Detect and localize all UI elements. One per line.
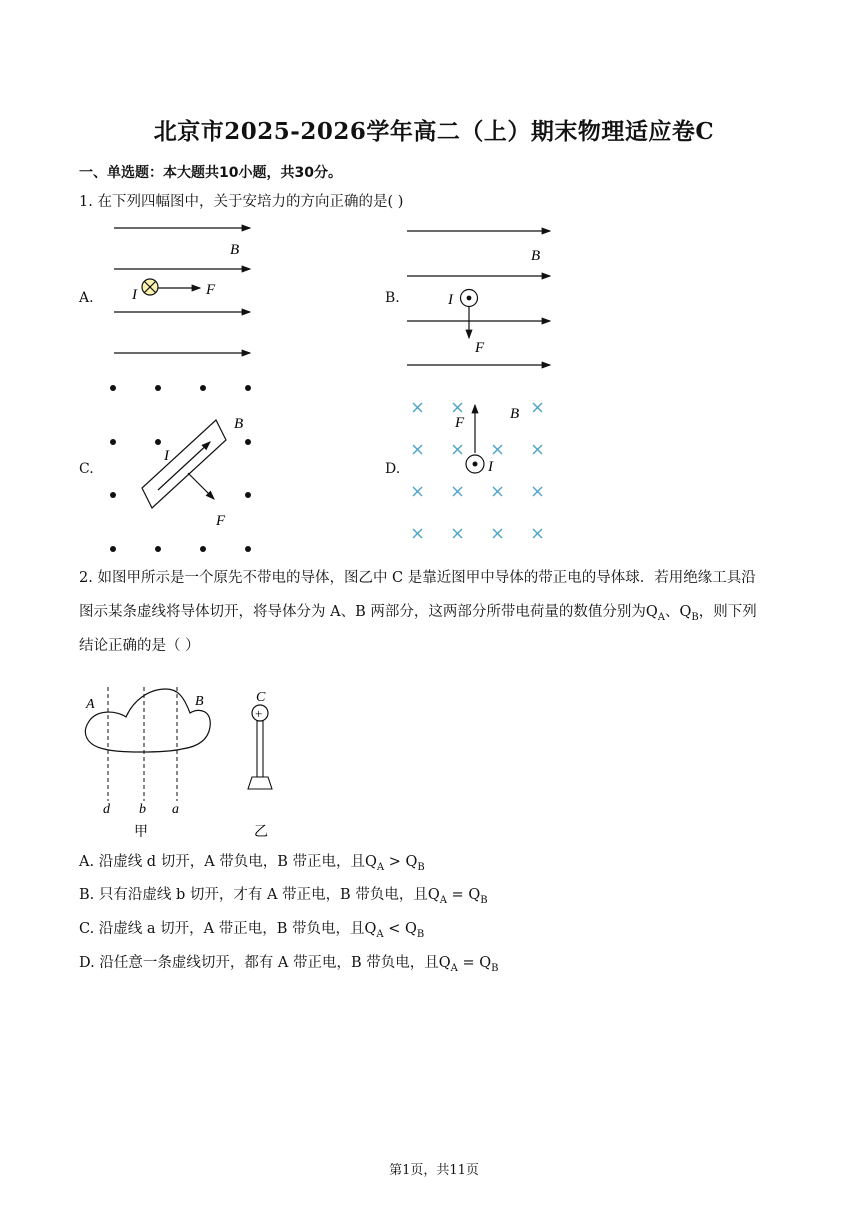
subscript: A xyxy=(439,894,447,906)
force-arrow xyxy=(188,473,214,499)
q1-option-a-label: A. xyxy=(79,290,94,306)
q2-figure xyxy=(78,683,288,843)
conductor-plate xyxy=(142,420,226,508)
option-text: < Q xyxy=(383,921,417,937)
q2-stem-text: 、Q xyxy=(664,604,692,620)
subscript: A xyxy=(376,928,384,940)
label-b: B xyxy=(195,694,204,709)
label-a-line: a xyxy=(172,802,179,817)
option-text: B. 只有沿虚线 b 切开，才有 A 带正电，B 带负电，且Q xyxy=(79,887,440,903)
label-b-line: b xyxy=(139,802,146,817)
label-i: I xyxy=(488,459,493,475)
label-f: F xyxy=(216,513,226,529)
stand-base xyxy=(248,777,272,789)
label-a: A xyxy=(86,697,95,712)
q2-option-b xyxy=(79,884,488,912)
q2-stem-text: ，则下列 xyxy=(698,604,757,620)
conductor-body xyxy=(85,689,210,752)
label-f: F xyxy=(455,415,465,431)
subscript: A xyxy=(376,861,385,873)
label-jia: 甲 xyxy=(134,825,148,840)
option-text: A. 沿虚线 d 切开，A 带负电，B 带正电，且Q xyxy=(79,854,377,870)
label-d: d xyxy=(103,802,110,817)
q2-option-a xyxy=(79,851,425,879)
plus-sign: + xyxy=(255,706,263,721)
q2-stem-line-3: 结论正确的是（ ） xyxy=(79,638,200,654)
subscript: A xyxy=(450,962,458,974)
q1-option-c-label: C. xyxy=(79,461,94,477)
option-text: = Q xyxy=(457,955,492,971)
q1-figure-b xyxy=(400,222,560,372)
page-title: 北京市2025-2026学年高二（上）期末物理适应卷C xyxy=(153,118,715,145)
q1-stem: 1. 在下列四幅图中，关于安培力的方向正确的是( ) xyxy=(79,194,404,210)
section-heading: 一、单选题：本大题共10小题，共30分。 xyxy=(79,165,342,181)
label-yi: 乙 xyxy=(254,825,268,840)
q1-figure-d xyxy=(405,395,555,545)
label-b: B xyxy=(531,248,541,264)
q2-option-d xyxy=(79,952,499,980)
q2-option-c xyxy=(79,918,424,946)
q2-stem-text: 图示某条虚线将导体切开，将导体分为 A、B 两部分，这两部分所带电荷量的数值分别为Q xyxy=(79,604,658,620)
label-i: I xyxy=(164,448,169,464)
subscript: A xyxy=(657,611,665,623)
page-footer: 第1页，共11页 xyxy=(389,1163,479,1178)
label-b: B xyxy=(230,242,240,258)
q1-figure-a xyxy=(100,220,260,360)
subscript: B xyxy=(417,861,425,873)
label-c: C xyxy=(256,690,266,705)
q1-figure-c xyxy=(100,378,260,558)
subscript: B xyxy=(691,611,699,623)
label-i: I xyxy=(132,287,137,303)
label-b: B xyxy=(234,416,244,432)
subscript: B xyxy=(491,962,499,974)
option-text: D. 沿任意一条虚线切开，都有 A 带正电，B 带负电，且Q xyxy=(79,955,451,971)
subscript: B xyxy=(416,928,425,940)
q2-stem-line-1: 2. 如图甲所示是一个原先不带电的导体，图乙中 C 是靠近图甲中导体的带正电的导体球．若用绝缘工具沿 xyxy=(79,570,756,586)
subscript: B xyxy=(480,894,488,906)
option-text: = Q xyxy=(446,887,481,903)
option-text: > Q xyxy=(384,854,418,870)
insulating-stand xyxy=(257,721,263,777)
q2-stem-line-2 xyxy=(79,601,757,629)
label-f: F xyxy=(475,340,485,356)
label-f: F xyxy=(206,282,216,298)
option-text: C. 沿虚线 a 切开，A 带正电，B 带负电，且Q xyxy=(79,921,377,937)
label-b: B xyxy=(510,406,520,422)
q1-option-b-label: B. xyxy=(385,290,400,306)
q1-option-d-label: D. xyxy=(385,461,401,477)
label-i: I xyxy=(448,292,453,308)
